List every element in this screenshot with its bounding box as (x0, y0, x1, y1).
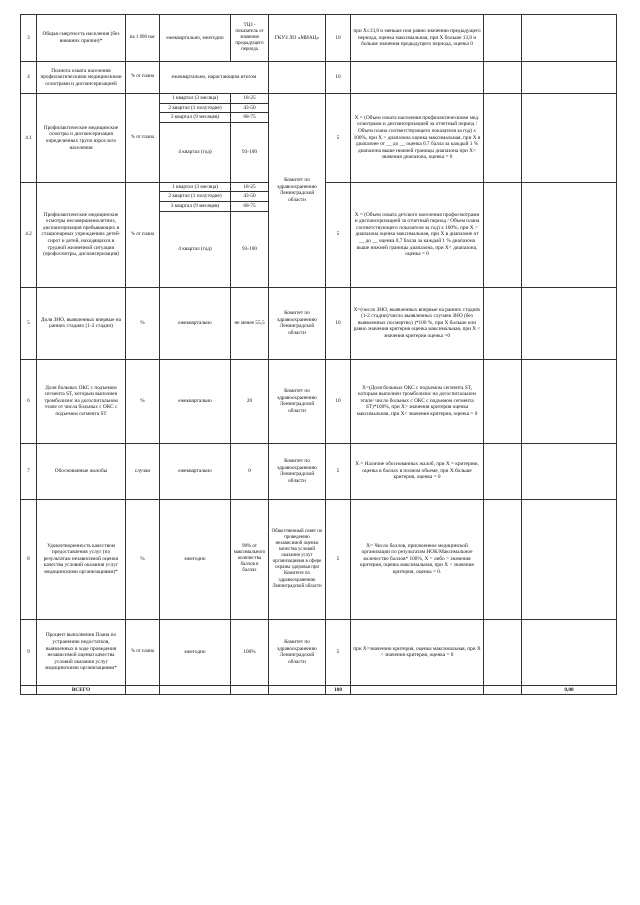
quarter-value: 18-25 (231, 182, 269, 192)
empty-cell (484, 619, 522, 685)
table-row-6 (21, 359, 617, 443)
period-cell: ежегодно (160, 619, 231, 685)
empty-cell (484, 499, 522, 619)
table-row-3 (21, 15, 617, 62)
points-cell: 5 (326, 619, 351, 685)
plan-cell: не менее 55,5 (231, 287, 269, 359)
quarter-value: 93-100 (231, 211, 269, 287)
empty-cell (351, 685, 484, 695)
method-cell: при X≤13,0 и меньше или равно значению предыдущего периода, оценка максимальная, при X больше 13,0 и больше значения предыдущего периода, оценка 0 (351, 15, 484, 62)
row-number: 4.2 (21, 182, 37, 287)
indicator-name: Профилактические медицинские осмотры и диспансеризация определенных групп взрослого населения (37, 94, 126, 183)
points-cell: 10 (326, 287, 351, 359)
empty-cell (231, 685, 269, 695)
table-row-9 (21, 619, 617, 685)
quarter-label: 4 квартал (год) (160, 122, 231, 182)
plan-cell: ТЦЗ - показатель от значения предыдущего периода (231, 15, 269, 62)
method-cell: X = (Объем охвата населения профилактическими мед. осмотрами и диспансеризацией за отчетный период / Объем плана соответствующего показателя за год) х 100%, при X > диапазона оценка максимальная, при X в диапазоне от __ до __ оценка 0,7 балла за каждый 1 % диапазона выше нижней границы диапазона при X< значения диапазона, оценка = 0 (351, 94, 484, 183)
method-cell: X = Наличие обоснованных жалоб, при X = критерию, оценка в баллах в полном объеме, при X больше критерия, оценка = 0 (351, 443, 484, 499)
points-cell: 10 (326, 15, 351, 62)
empty-cell (484, 685, 522, 695)
empty-cell (522, 15, 617, 62)
plan-cell: 90% от максимального количества баллов в баллах (231, 499, 269, 619)
unit-cell: % (126, 499, 160, 619)
quarter-label: 1 квартал (3 месяца) (160, 94, 231, 104)
empty-cell (484, 94, 522, 183)
empty-cell (522, 94, 617, 183)
row-number: 3 (21, 15, 37, 62)
unit-cell: % от плана (126, 62, 160, 94)
empty-cell (484, 359, 522, 443)
indicator-name: Общая смертность населения (без внешних причин)* (37, 15, 126, 62)
quarter-label: 2 квартал (1 полугодие) (160, 103, 231, 113)
period-cell: ежеквартально (160, 443, 231, 499)
points-cell: 10 (326, 62, 351, 94)
period-cell: ежегодно (160, 499, 231, 619)
method-cell: при X=значению критерия, оценка максимальная, при X < значения критерия, оценка = 0 (351, 619, 484, 685)
empty-cell (126, 685, 160, 695)
empty-cell (522, 182, 617, 287)
empty-cell (522, 619, 617, 685)
empty-cell (522, 443, 617, 499)
source-cell: Комитет по здравоохранению Ленинградской области (269, 619, 326, 685)
table-row-7 (21, 443, 617, 499)
total-label: ВСЕГО (37, 685, 126, 695)
row-number: 8 (21, 499, 37, 619)
table-row-5 (21, 287, 617, 359)
quarter-label: 1 квартал (3 месяца) (160, 182, 231, 192)
indicator-name: Обоснованные жалобы (37, 443, 126, 499)
period-cell: ежеквартально (160, 359, 231, 443)
quarter-value: 93-100 (231, 122, 269, 182)
empty-cell (484, 182, 522, 287)
empty-cell (484, 15, 522, 62)
source-cell: Комитет по здравоохранению Ленинградской области (269, 287, 326, 359)
row-number: 4.1 (21, 94, 37, 183)
table-row-8 (21, 499, 617, 619)
plan-cell: 0 (231, 443, 269, 499)
empty-cell (484, 287, 522, 359)
indicator-name: Полнота охвата населения профилактическими медицинскими осмотрами и диспансеризацией (37, 62, 126, 94)
unit-cell: % от плана (126, 182, 160, 287)
empty-cell (269, 685, 326, 695)
quarter-label: 2 квартал (1 полугодие) (160, 192, 231, 202)
total-points: 100 (326, 685, 351, 695)
indicators-table (20, 14, 617, 695)
indicator-name: Удовлетворенность качеством предоставления услуг (по результатам независимой оценки качества условий оказания услуг медицинскими организациями)* (37, 499, 126, 619)
empty-cell (522, 499, 617, 619)
empty-cell (484, 443, 522, 499)
points-cell: 5 (326, 182, 351, 287)
quarter-value: 68-75 (231, 202, 269, 212)
method-cell: X = (Объем охвата детского населения профосмотрами и диспансеризацией за отчетный период / Объем плана соответствующего показателя за год) х 100%, при X > диапазона оценка максимальная, при X в диапазоне от __ до __ оценка 0,7 балла за каждый 1 % диапазона выше нижней границы диапазона, при X< диапазона, оценка = 0 (351, 182, 484, 287)
empty-cell (484, 62, 522, 94)
unit-cell: % (126, 287, 160, 359)
quarter-value: 68-75 (231, 113, 269, 123)
source-cell: Комитет по здравоохранению Ленинградской области (269, 443, 326, 499)
empty-cell (160, 685, 231, 695)
row-number: 7 (21, 443, 37, 499)
indicator-name: Доля ЗНО, выявленных впервые на ранних стадиях (1-2 стадии) (37, 287, 126, 359)
source-cell: ГКУЗ ЛО «МИАЦ» (269, 15, 326, 62)
quarter-value: 18-25 (231, 94, 269, 104)
source-cell: Общественный совет по проведению независимой оценки качества условий оказания услуг организациями в сфере охраны здоровья при Комитете по здравоохранению Ленинградской области (269, 499, 326, 619)
empty-cell (522, 359, 617, 443)
points-cell: 10 (326, 359, 351, 443)
unit-cell: случаи (126, 443, 160, 499)
total-result: 0,00 (522, 685, 617, 695)
indicator-name: Профилактические медицинские осмотры несовершеннолетних, диспансеризация пребывающих в стационарных учреждениях детей-сирот и детей, находящихся в трудной жизненной ситуации (профосмотры, диспансеризация) (37, 182, 126, 287)
unit-cell: % (126, 359, 160, 443)
quarter-value: 43-50 (231, 192, 269, 202)
indicator-name: Процент выполнения Плана по устранению недостатков, выявленных в ходе проведения независимой оценки качества условий оказания услуг медицинскими организациями* (37, 619, 126, 685)
period-cell: ежеквартально (160, 287, 231, 359)
method-cell (351, 62, 484, 94)
empty-cell (21, 685, 37, 695)
empty-cell (522, 62, 617, 94)
row-number: 4 (21, 62, 37, 94)
points-cell: 5 (326, 443, 351, 499)
quarter-label: 4 квартал (год) (160, 211, 231, 287)
quarter-value: 43-50 (231, 103, 269, 113)
plan-cell: 100% (231, 619, 269, 685)
points-cell: 5 (326, 94, 351, 183)
source-cell: Комитет по здравоохранению Ленинградской области (269, 94, 326, 288)
plan-cell: 20 (231, 359, 269, 443)
source-cell: Комитет по здравоохранению Ленинградской области (269, 359, 326, 443)
row-number: 6 (21, 359, 37, 443)
table-row-total (21, 685, 617, 695)
quarter-label: 3 квартал (9 месяцев) (160, 202, 231, 212)
method-cell: X=(Доля больных ОКС с подъемом сегмента ST, которым выполнен тромболизис на догоспитальном этапе/ число больных с ОКС с подъемом сегмента ST)*100%, при X> значения критерия оценка максимальная, при X< значения критерия, оценка = 0 (351, 359, 484, 443)
empty-cell (522, 287, 617, 359)
row-number: 9 (21, 619, 37, 685)
method-cell: X=(число ЗНО, выявленных впервые на ранних стадиях (1-2 стадии)/число выявленных случаев ЗНО (без выявленных посмертно) )*100 %, при X больше или равно значения критерия оценка максимальная, при X < значения критерия оценка =0 (351, 287, 484, 359)
method-cell: X= Число баллов, присвоенное медицинской организации по результатам НОК/Максимальное количество баллов* 100%, X = либо > значения критерия, оценка максимальная, при X < значения критерия, оценка = 0. (351, 499, 484, 619)
row-number: 5 (21, 287, 37, 359)
period-cell: ежеквартально, ежегодно (160, 15, 231, 62)
table-row-4-1 (21, 94, 617, 104)
unit-cell: на 1 000 нас (126, 15, 160, 62)
unit-cell: % от плана (126, 619, 160, 685)
quarter-label: 3 квартал (9 месяцев) (160, 113, 231, 123)
source-cell (269, 62, 326, 94)
indicator-name: Доля больных ОКС с подъемом сегмента ST, которым выполнен тромболизис на догоспитальном этапе от числа больных с ОКС с подъемом сегмента ST (37, 359, 126, 443)
unit-cell: % от плана (126, 94, 160, 183)
table-row-4 (21, 62, 617, 94)
points-cell: 5 (326, 499, 351, 619)
period-cell: ежеквартально, нарастающим итогом (160, 62, 269, 94)
